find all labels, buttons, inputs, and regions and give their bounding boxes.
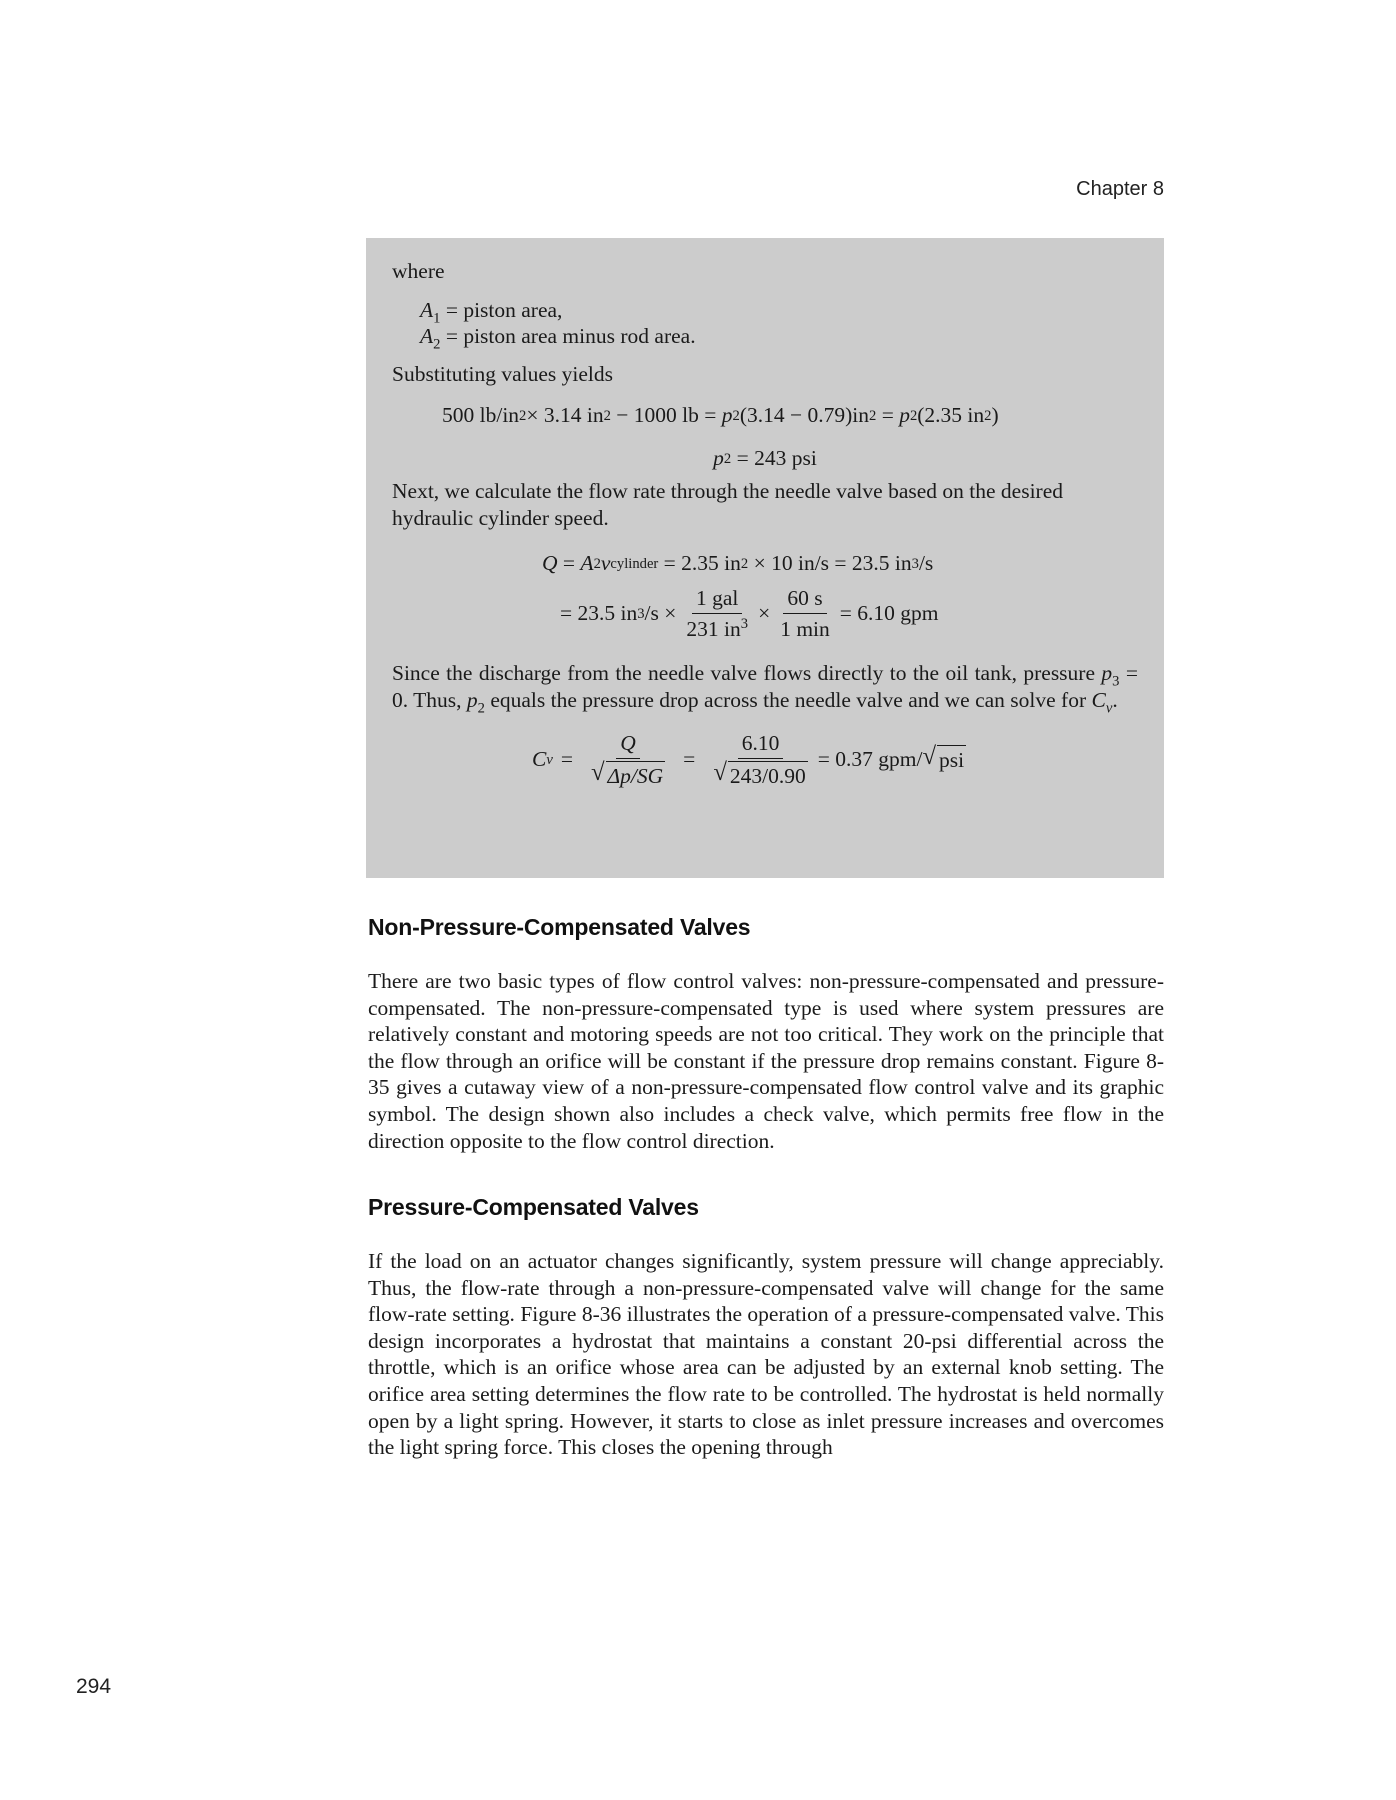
definition-a1: $A_1$ = piston area,: [420, 298, 563, 327]
heading-pressure-compensated: Pressure-Compensated Valves: [368, 1194, 699, 1220]
equation-flow-rate: Q = A 2 v cylinder = 2.35 in 2 × 10 in/s = 23.5 in 3 /s: [542, 551, 934, 575]
since-text: Since the discharge from the needle valve flows directly to the oil tank, pressure $p_3 = 0$. Thus, $p_2$ equals the pressure drop across the needle valve and we can solve for $C_v$.: [392, 661, 1138, 717]
fraction-q-over-sqrt: Q √ Δp/SG: [590, 731, 664, 788]
fraction-610-over-sqrt: 6.10 √ 243/0.90: [713, 731, 806, 788]
fraction-gal-per-in3: $\frac{\text{1 gal}}{231 in^3}$: [686, 586, 749, 641]
heading-non-pressure-compensated: Non-Pressure-Compensated Valves: [368, 914, 751, 940]
variable-definitions: [420, 297, 1138, 353]
page-number: 294: [76, 1675, 112, 1698]
next-text: Next, we calculate the flow rate through the needle valve based on the desired hydraulic cylinder speed.: [392, 479, 1064, 530]
running-head-chapter: Chapter 8: [1076, 178, 1164, 200]
definition-a2: $A_2$ = piston area minus rod area.: [420, 324, 696, 353]
equation-force-balance: 500 lb/in 2 × 3.14 in 2 − 1000 lb = p 2 (3.14 − 0.79)in 2 = p 2 (2.35 in 2 ): [442, 403, 999, 427]
paragraph-non-pressure-compensated: There are two basic types of flow control valves: non-pressure-compensated and pressure-compensated. The non-pressure-compensated type is used where system pressures are relatively constant and motoring speeds are not too critical. They work on the principle that the flow through an orifice will be constant if the pressure drop remains constant. Figure 8-35 gives a cutaway view of a non-pressure-compensated flow control valve and its graphic symbol. The design shown also includes a check valve, which permits free flow in the direction opposite to the flow control direction.: [368, 969, 1164, 1153]
substituting-text: Substituting values yields: [392, 362, 613, 386]
equation-cv: C v = Q √ Δp/SG = 6.10 √ 243/0.90 = 0.37 gpm/ √ psi: [532, 731, 965, 788]
worked-example-box: [366, 238, 1164, 878]
where-label: where: [392, 259, 445, 283]
paragraph-pressure-compensated: If the load on an actuator changes significantly, system pressure will change appreciably. Thus, the flow-rate through a non-pressure-compensated valve will change for the same flow-rate setting. Figure 8-36 illustrates the operation of a pressure-compensated valve. This design incorporates a hydrostat that maintains a constant 20-psi differential across the throttle, which is an orifice whose area can be adjusted by an external knob setting. The orifice area setting determines the flow rate to be controlled. The hydrostat is held normally open by a light spring. However, it starts to close as inlet pressure increases and overcomes the light spring force. This closes the opening through: [368, 1249, 1164, 1460]
equation-p2-result: p 2 = 243 psi: [713, 446, 817, 470]
equation-gpm-conversion: = 23.5 in 3 /s × $\frac{\text{1 gal}}{231 in^3}$ × $\frac{60 s}{1 \min}$ = 6.10 gpm: [560, 586, 939, 641]
fraction-s-per-min: $\frac{60 s}{1 \min}$: [780, 586, 830, 641]
